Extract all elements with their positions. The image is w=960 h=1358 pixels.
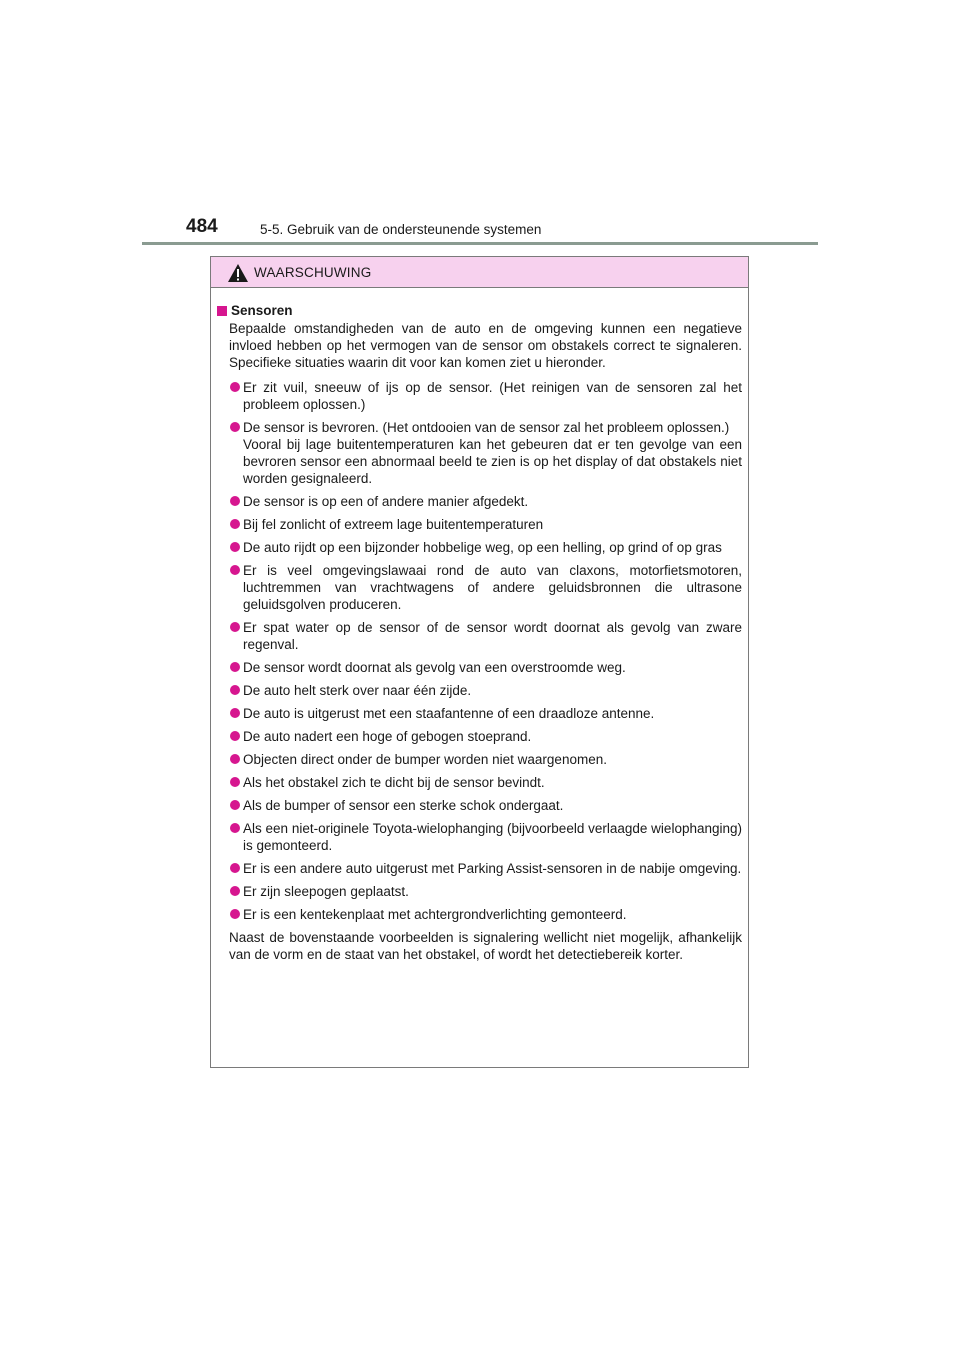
round-bullet-icon — [230, 886, 240, 896]
round-bullet-icon — [230, 863, 240, 873]
list-item — [217, 860, 742, 877]
round-bullet-icon — [230, 542, 240, 552]
round-bullet-icon — [230, 382, 240, 392]
round-bullet-icon — [230, 565, 240, 575]
list-item-text: Als de bumper of sensor een sterke schok ondergaat. — [243, 798, 564, 813]
list-item — [217, 682, 742, 699]
warning-box — [210, 256, 749, 1068]
list-item-text: De auto nadert een hoge of gebogen stoeprand. — [243, 729, 532, 744]
warning-title: WAARSCHUWING — [254, 265, 372, 280]
round-bullet-icon — [230, 800, 240, 810]
list-item-text: Er is een andere auto uitgerust met Parking Assist-sensoren in de nabije omgeving. — [243, 861, 742, 876]
list-item-text: Er zit vuil, sneeuw of ijs op de sensor. (Het reinigen van de sensoren zal het probleem oplossen.) — [243, 380, 742, 412]
list-item — [217, 705, 742, 722]
round-bullet-icon — [230, 909, 240, 919]
list-item-text: Er is veel omgevingslawaai rond de auto van claxons, motorfietsmotoren, luchtremmen van vrachtwagens of andere geluidsbronnen die ultrasone geluidsgolven produceren. — [243, 563, 742, 612]
list-item — [217, 419, 742, 487]
page-number: 484 — [186, 216, 218, 237]
round-bullet-icon — [230, 622, 240, 632]
list-item — [217, 820, 742, 854]
round-bullet-icon — [230, 662, 240, 672]
list-item — [217, 659, 742, 676]
warning-header — [211, 257, 748, 288]
list-item-text: De auto rijdt op een bijzonder hobbelige weg, op een helling, op grind of op gras — [243, 540, 722, 555]
list-item-text: De sensor is op een of andere manier afgedekt. — [243, 494, 529, 509]
round-bullet-icon — [230, 823, 240, 833]
round-bullet-icon — [230, 519, 240, 529]
outro-paragraph: Naast de bovenstaande voorbeelden is signalering wellicht niet mogelijk, afhankelijk van de vorm en de staat van het obstakel, of wordt het detectiebereik korter. — [229, 930, 742, 962]
square-bullet-icon — [217, 306, 227, 316]
list-item — [217, 906, 742, 923]
list-item-text: De sensor wordt doornat als gevolg van een overstroomde weg. — [243, 660, 626, 675]
list-item-text: De auto helt sterk over naar één zijde. — [243, 683, 472, 698]
round-bullet-icon — [230, 685, 240, 695]
list-item-text: De auto is uitgerust met een staafantenne of een draadloze antenne. — [243, 706, 655, 721]
round-bullet-icon — [230, 777, 240, 787]
round-bullet-icon — [230, 708, 240, 718]
warning-body — [211, 288, 748, 963]
list-item-text: De sensor is bevroren. (Het ontdooien van de sensor zal het probleem oplossen.) Vooral bij lage buitentemperaturen kan het gebeuren dat er ten gevolge van een bevroren sensor een abnormaal beeld te zien is op het display of dat obstakels niet worden gesignaleerd. — [243, 420, 742, 486]
list-item — [217, 619, 742, 653]
round-bullet-icon — [230, 754, 240, 764]
list-item-text: Bij fel zonlicht of extreem lage buitentemperaturen — [243, 517, 544, 532]
list-item — [217, 516, 742, 533]
round-bullet-icon — [230, 731, 240, 741]
warning-triangle-icon — [227, 263, 249, 283]
list-item-text: Er spat water op de sensor of de sensor wordt doornat als gevolg van zware regenval. — [243, 620, 742, 652]
list-item — [217, 797, 742, 814]
list-item-text: Als een niet-originele Toyota-wielophanging (bijvoorbeeld verlaagde wielophanging) is gemonteerd. — [243, 821, 742, 853]
list-item — [217, 774, 742, 791]
page-header — [186, 214, 826, 244]
list-item — [217, 883, 742, 900]
intro-paragraph: Bepaalde omstandigheden van de auto en de omgeving kunnen een negatieve invloed hebben op het vermogen van de sensor om obstakels correct te signaleren. Specifieke situaties waarin dit voor kan komen ziet u hieronder. — [229, 321, 742, 370]
list-item-text: Er zijn sleepogen geplaatst. — [243, 884, 409, 899]
condition-list — [217, 379, 742, 923]
section-title: 5-5. Gebruik van de ondersteunende systemen — [260, 222, 542, 237]
list-item — [217, 493, 742, 510]
subheading-text: Sensoren — [231, 303, 293, 318]
header-divider — [142, 242, 818, 245]
list-item — [217, 562, 742, 613]
list-item-text: Er is een kentekenplaat met achtergrondverlichting gemonteerd. — [243, 907, 627, 922]
list-item-text: Objecten direct onder de bumper worden niet waargenomen. — [243, 752, 607, 767]
round-bullet-icon — [230, 496, 240, 506]
round-bullet-icon — [230, 422, 240, 432]
list-item — [217, 728, 742, 745]
list-item-text: Als het obstakel zich te dicht bij de sensor bevindt. — [243, 775, 545, 790]
list-item — [217, 539, 742, 556]
list-item — [217, 751, 742, 768]
list-item — [217, 379, 742, 413]
subheading — [217, 302, 742, 319]
